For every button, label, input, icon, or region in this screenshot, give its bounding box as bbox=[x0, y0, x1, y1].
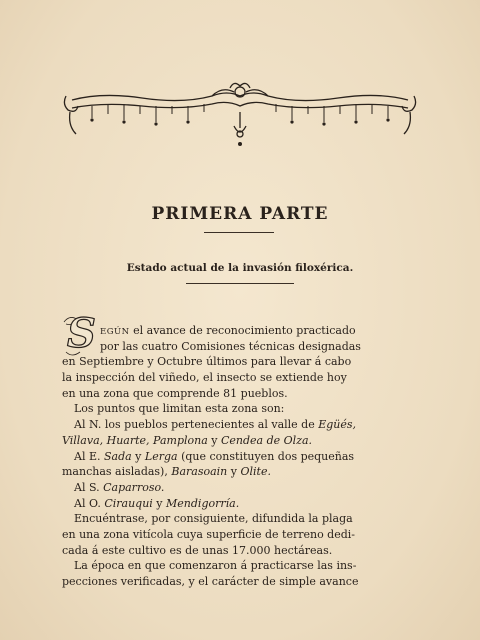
italic-text: Lerga bbox=[144, 449, 178, 463]
text-segment: La época en que comenzaron á practicarse las ins- bbox=[74, 559, 357, 573]
text-segment: el avance de reconocimiento practicado bbox=[129, 324, 356, 337]
text-segment: manchas aisladas), bbox=[62, 465, 172, 479]
text-segment: por las cuatro Comisiones técnicas designadas bbox=[100, 339, 361, 353]
text-line bbox=[62, 558, 414, 574]
text-line bbox=[62, 339, 414, 355]
subtitle-divider bbox=[186, 283, 294, 284]
text-segment: EGÚN bbox=[100, 327, 130, 337]
text-line bbox=[62, 386, 414, 402]
italic-text: Barasoain bbox=[171, 465, 228, 479]
italic-text: Olite. bbox=[240, 465, 271, 479]
text-line bbox=[62, 401, 414, 417]
text-segment: cada á este cultivo es de unas 17.000 hectáreas. bbox=[62, 543, 333, 557]
text-line bbox=[62, 323, 414, 339]
text-segment: Al E. bbox=[74, 449, 104, 463]
text-segment: en Septiembre y Octubre últimos para llevar á cabo bbox=[62, 355, 352, 369]
italic-text: Caparroso. bbox=[103, 480, 165, 494]
text-segment: y bbox=[131, 449, 145, 463]
italic-text: Cendea de Olza. bbox=[221, 433, 313, 447]
italic-text: Egüés, bbox=[318, 418, 357, 432]
text-line bbox=[62, 543, 414, 559]
text-segment: Al N. los pueblos pertenecientes al valle de bbox=[74, 418, 319, 432]
text-line bbox=[62, 496, 414, 512]
title-divider bbox=[204, 232, 274, 233]
text-segment: Encuéntrase, por consiguiente, difundida la plaga bbox=[74, 512, 353, 526]
text-line bbox=[62, 464, 414, 480]
italic-text: Villava, Huarte, Pamplona bbox=[62, 433, 208, 447]
text-segment: en una zona vitícola cuya superficie de terreno dedi- bbox=[62, 527, 356, 541]
body-text bbox=[62, 323, 414, 590]
text-line bbox=[62, 480, 414, 496]
text-segment: Al O. bbox=[74, 496, 105, 510]
text-segment: Al S. bbox=[74, 480, 104, 494]
text-line bbox=[62, 511, 414, 527]
text-line bbox=[62, 527, 414, 543]
italic-text: Sada bbox=[103, 449, 132, 463]
text-line bbox=[62, 449, 414, 465]
italic-text: Mendigorría. bbox=[166, 496, 240, 510]
text-segment: (que constituyen dos pequeñas bbox=[177, 449, 355, 463]
text-segment: la inspección del viñedo, el insecto se extiende hoy bbox=[62, 371, 347, 385]
text-segment: en una zona que comprende 81 pueblos. bbox=[62, 386, 288, 400]
text-segment: y bbox=[152, 496, 167, 510]
text-line bbox=[62, 354, 414, 370]
text-segment: Los puntos que limitan esta zona son: bbox=[74, 402, 285, 416]
text-line bbox=[62, 417, 414, 433]
section-subtitle: Estado actual de la invasión filoxérica. bbox=[126, 262, 354, 274]
text-line bbox=[62, 433, 414, 449]
text-line bbox=[62, 574, 414, 590]
italic-text: Cirauqui bbox=[104, 496, 153, 510]
page-title: PRIMERA PARTE bbox=[151, 204, 329, 224]
text-line bbox=[62, 370, 414, 386]
dropcap-letter: S bbox=[67, 310, 96, 357]
ornamental-header-icon bbox=[62, 82, 418, 154]
text-segment: pecciones verificadas, y el carácter de simple avance bbox=[62, 575, 359, 588]
text-segment: y bbox=[227, 465, 241, 479]
text-segment: y bbox=[207, 433, 221, 447]
